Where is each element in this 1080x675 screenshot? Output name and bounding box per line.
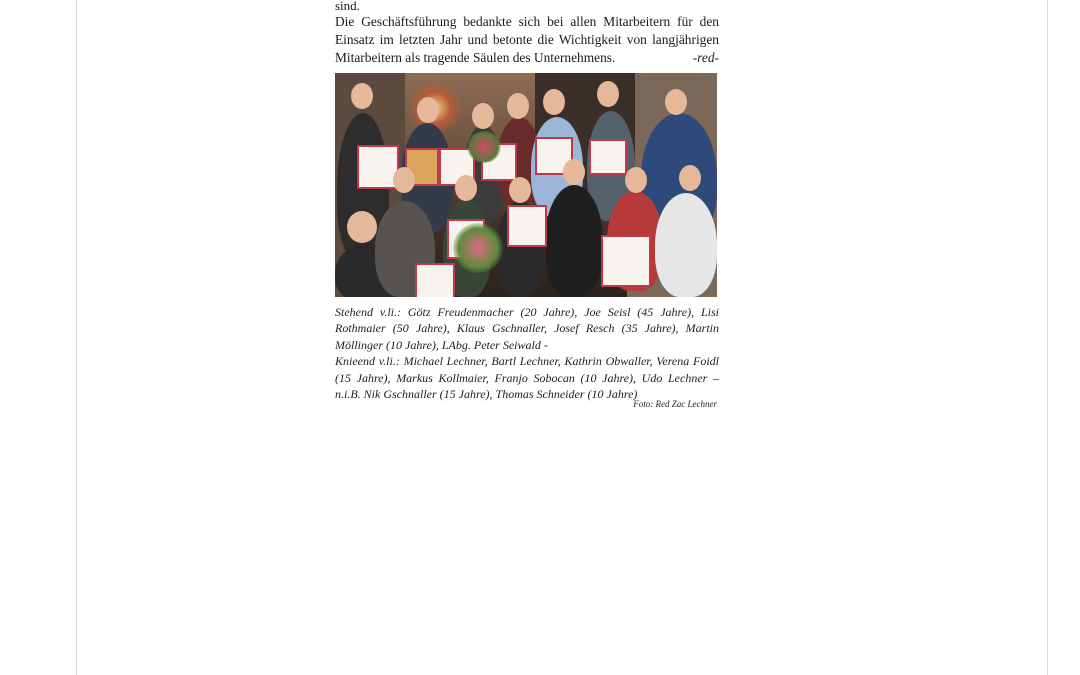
photo-person-head bbox=[563, 159, 585, 185]
photo-person-head bbox=[417, 97, 439, 123]
photo-person bbox=[655, 193, 717, 297]
photo-person-head bbox=[393, 167, 415, 193]
photo-caption bbox=[335, 304, 719, 402]
photo-bouquet bbox=[467, 131, 501, 163]
article-column bbox=[335, 0, 719, 409]
photo-person bbox=[545, 185, 603, 297]
photo-certificate bbox=[589, 139, 627, 175]
article-signature: -red- bbox=[692, 50, 719, 65]
photo-certificate bbox=[507, 205, 547, 247]
group-photo bbox=[335, 73, 717, 297]
article-text-top: sind. bbox=[335, 0, 360, 13]
photo-certificate bbox=[601, 235, 651, 287]
photo-bouquet bbox=[453, 223, 503, 273]
caption-standing: Stehend v.li.: Götz Freudenmacher (20 Jahre), Joe Seisl (45 Jahre), Lisi Rothmaier (50 Jahre), Klaus Gschnaller, Josef Resch (35 Jahre), Martin Möllinger (10 Jahre), LAbg. Peter Seiwald - bbox=[335, 305, 719, 352]
photo-person-head bbox=[509, 177, 531, 203]
article-paragraph-text: Die Geschäftsführung bedankte sich bei allen Mitarbeitern für den Einsatz im letzten Jahr und betonte die Wichtigkeit von langjährigen Mitarbeitern als tragende Säulen des Unternehmens. bbox=[335, 14, 719, 65]
photo-person-head bbox=[665, 89, 687, 115]
photo-person-head bbox=[347, 211, 377, 243]
caption-kneeling: Knieend v.li.: Michael Lechner, Bartl Lechner, Kathrin Obwaller, Verena Foidl (15 Jahre), Markus Kollmaier, Franjo Sobocan (10 Jahre), Udo Lechner – n.i.B. Nik Gschnaller (15 Jahre), Thomas Schneider (10 Jahre) bbox=[335, 354, 719, 402]
article-paragraph bbox=[335, 13, 719, 67]
photo-person-head bbox=[472, 103, 494, 129]
photo-person-head bbox=[597, 81, 619, 107]
photo-person-head bbox=[543, 89, 565, 115]
photo-person-head bbox=[679, 165, 701, 191]
photo-person-head bbox=[455, 175, 477, 201]
photo-certificate bbox=[415, 263, 455, 297]
photo-person-head bbox=[507, 93, 529, 119]
photo-person-head bbox=[625, 167, 647, 193]
photo-credit: Foto: Red Zac Lechner bbox=[633, 399, 717, 409]
photo-person-head bbox=[351, 83, 373, 109]
